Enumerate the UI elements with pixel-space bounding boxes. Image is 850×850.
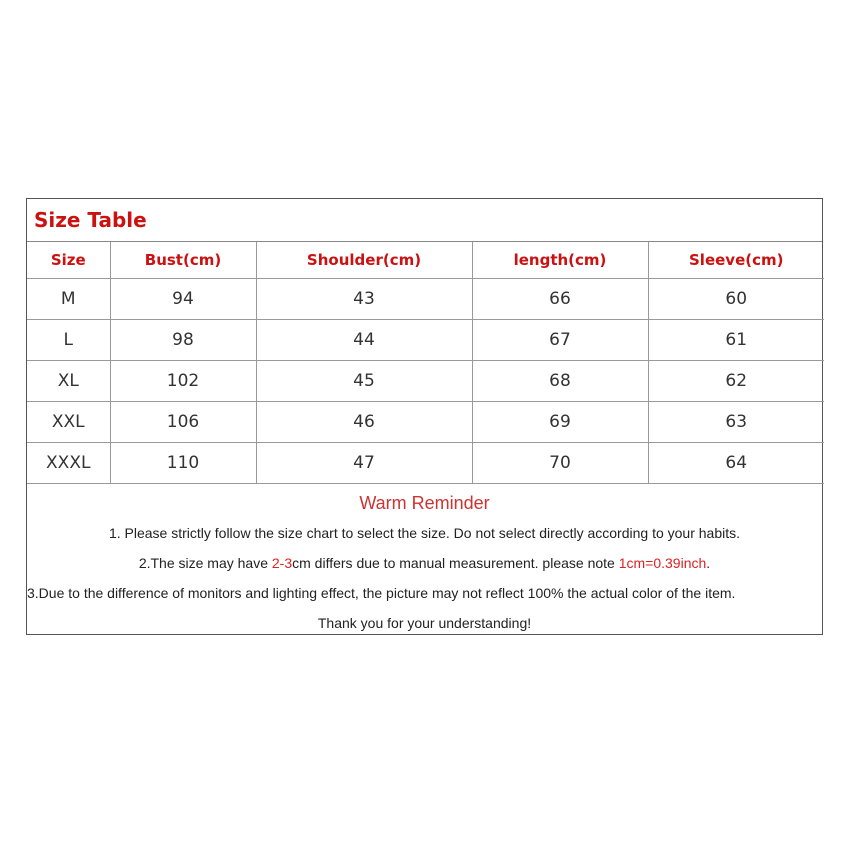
cell-sleeve: 63 [648,402,824,443]
reminder-note-4: Thank you for your understanding! [317,615,532,631]
header-bust: Bust(cm) [110,242,256,279]
reminder-note-2 [27,548,822,578]
cell-bust: 106 [110,402,256,443]
cell-size: XXL [27,402,110,443]
cell-sleeve: 60 [648,279,824,320]
note-2-highlight-range: 2-3 [271,555,293,571]
cell-shoulder: 45 [256,361,472,402]
note-2-text-b: cm differs due to manual measurement. please note [292,555,619,571]
table-row [27,361,824,402]
table-row [27,320,824,361]
reminder-note-3: 3.Due to the difference of monitors and lighting effect, the picture may not reflect 100% the actual color of the item. [27,585,736,601]
cell-bust: 102 [110,361,256,402]
cell-size: XXXL [27,443,110,484]
cell-shoulder: 44 [256,320,472,361]
header-shoulder: Shoulder(cm) [256,242,472,279]
size-table [27,242,824,484]
table-header-row [27,242,824,279]
size-table-title: Size Table [34,208,147,232]
warm-reminder-section [27,492,822,638]
size-table-title-row [27,199,822,242]
cell-bust: 98 [110,320,256,361]
reminder-title: Warm Reminder [359,493,490,513]
cell-length: 66 [472,279,648,320]
note-2-text-a: 2.The size may have [138,555,272,571]
cell-sleeve: 61 [648,320,824,361]
header-length: length(cm) [472,242,648,279]
cell-shoulder: 46 [256,402,472,443]
cell-length: 69 [472,402,648,443]
cell-shoulder: 43 [256,279,472,320]
table-row [27,402,824,443]
cell-sleeve: 62 [648,361,824,402]
header-size: Size [27,242,110,279]
size-chart-frame [26,198,823,635]
cell-shoulder: 47 [256,443,472,484]
cell-size: M [27,279,110,320]
reminder-note-1: 1. Please strictly follow the size chart to select the size. Do not select directly according to your habits. [108,525,741,541]
cell-length: 67 [472,320,648,361]
table-row [27,443,824,484]
cell-bust: 110 [110,443,256,484]
note-2-highlight-conversion: 1cm=0.39inch [618,555,707,571]
cell-length: 68 [472,361,648,402]
cell-size: L [27,320,110,361]
cell-bust: 94 [110,279,256,320]
header-sleeve: Sleeve(cm) [648,242,824,279]
cell-length: 70 [472,443,648,484]
note-2-text-c: . [706,555,711,571]
cell-size: XL [27,361,110,402]
cell-sleeve: 64 [648,443,824,484]
table-row [27,279,824,320]
